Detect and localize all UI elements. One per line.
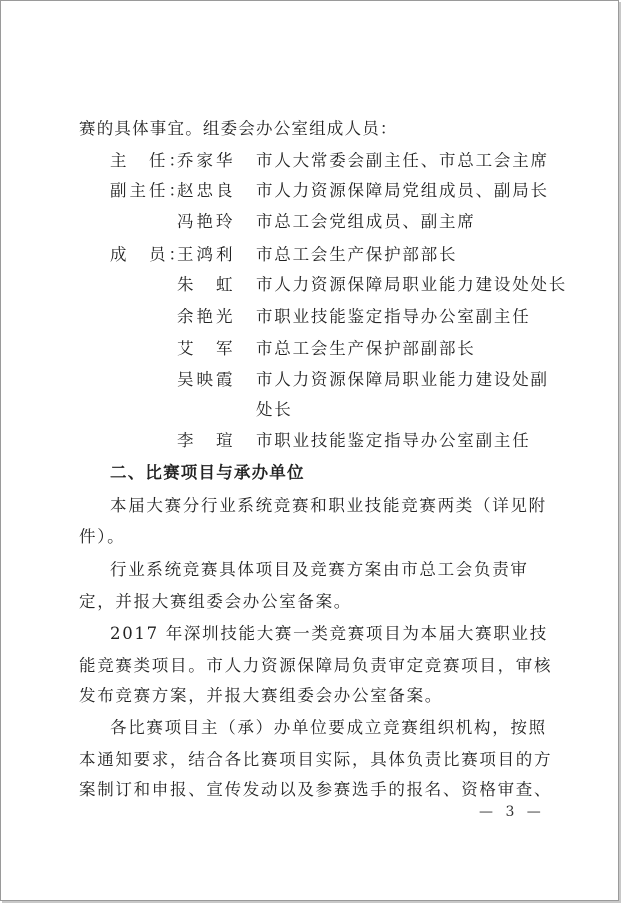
- member-name: 吴映霞: [177, 370, 236, 389]
- member-name: 艾 军: [177, 339, 236, 358]
- member-role: 主 任：: [110, 151, 188, 170]
- page-number: — 3 —: [479, 804, 545, 820]
- member-description: 市职业技能鉴定指导办公室副主任: [256, 431, 531, 450]
- member-description: 市人力资源保障局职业能力建设处副: [256, 370, 549, 389]
- member-role: 成 员：: [110, 245, 188, 264]
- member-name: 冯艳玲: [177, 212, 236, 231]
- member-description: 市职业技能鉴定指导办公室副主任: [256, 307, 531, 326]
- member-description: 市总工会生产保护部副部长: [256, 339, 476, 358]
- paragraph-line: 发布竞赛方案，并报大赛组委会办公室备案。: [79, 686, 443, 705]
- paragraph-line: 行业系统竞赛具体项目及竞赛方案由市总工会负责审: [110, 560, 529, 579]
- paragraph-line: 案制订和申报、宣传发动以及参赛选手的报名、资格审查、: [79, 780, 553, 799]
- member-name: 朱 虹: [177, 275, 236, 294]
- paragraph-line: 本届大赛分行业系统竞赛和职业技能竞赛两类（详见附: [110, 496, 547, 515]
- paragraph-line: 2017 年深圳技能大赛一类竞赛项目为本届大赛职业技: [110, 624, 548, 643]
- member-description: 市人大常委会副主任、市总工会主席: [256, 151, 549, 170]
- paragraph-line: 能竞赛类项目。市人力资源保障局负责审定竞赛项目，审核: [79, 656, 553, 675]
- paragraph-line: 件）。: [79, 527, 126, 546]
- member-name: 赵忠良: [177, 181, 236, 200]
- member-description: 市总工会党组成员、副主席: [256, 212, 476, 231]
- member-description-continued: 处长: [256, 400, 293, 419]
- member-name: 余艳光: [177, 307, 236, 326]
- member-name: 李 瑄: [177, 431, 236, 450]
- member-description: 市总工会生产保护部部长: [256, 245, 458, 264]
- member-role: 副主任：: [110, 181, 188, 200]
- member-name: 乔家华: [177, 151, 236, 170]
- section-heading: 二、比赛项目与承办单位: [110, 463, 305, 482]
- paragraph-line: 各比赛项目主（承）办单位要成立竞赛组织机构，按照: [110, 718, 547, 737]
- member-name: 王鸿利: [177, 245, 236, 264]
- intro-line: 赛的具体事宜。组委会办公室组成人员：: [79, 119, 398, 138]
- paragraph-line: 本通知要求，结合各比赛项目实际，具体负责比赛项目的方: [79, 750, 553, 769]
- member-description: 市人力资源保障局职业能力建设处处长: [256, 275, 568, 294]
- member-description: 市人力资源保障局党组成员、副局长: [256, 181, 549, 200]
- paragraph-line: 定，并报大赛组委会办公室备案。: [79, 592, 352, 611]
